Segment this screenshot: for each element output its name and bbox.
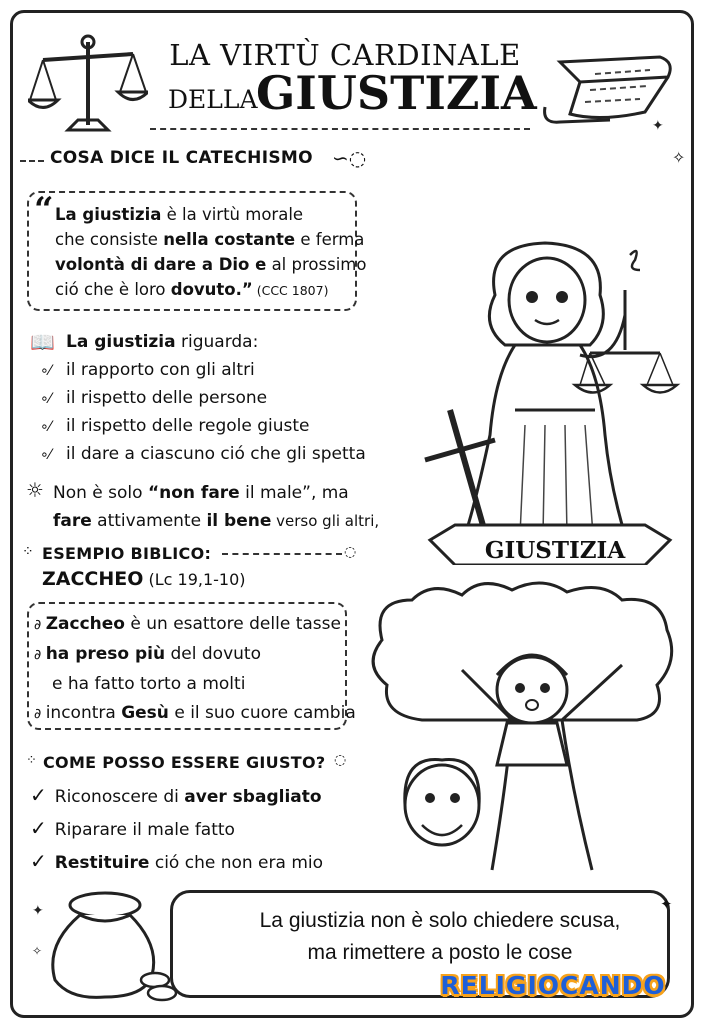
lightbulb-icon: ☼: [26, 478, 44, 502]
quote-mark-icon: “: [34, 190, 54, 230]
list-item: ✓ Riconoscere di aver sbagliato: [30, 783, 322, 807]
catechism-quote: La giustizia è la virtù morale che consiste nella costante e ferma volontà di dare a Dio e al prossimo ció che è loro dovuto.” (CCC 1807): [55, 205, 367, 299]
howto-list: [30, 780, 323, 879]
catechism-heading: COSA DICE IL CATECHISMO: [50, 148, 313, 168]
check-icon: ✓: [30, 849, 47, 873]
zaccheo-text: ∂ Zaccheo è un esattore delle tasse ∂ ha preso più del dovuto e ha fatto torto a molti ∂ incontra Gesù e il suo cuore cambia: [34, 614, 356, 723]
scroll-icon: [540, 52, 680, 132]
catechism-heading-swirl: ∽◌: [332, 146, 367, 170]
page-title-della: DELLA: [168, 85, 258, 114]
example-heading-swirl: ◌: [344, 544, 357, 560]
catechism-heading-line-left: [20, 160, 44, 162]
concerns-intro: La giustizia riguarda:: [66, 332, 259, 352]
list-item: ✓ Riparare il male fatto: [30, 816, 235, 840]
sparkle-icon: ✧: [672, 148, 686, 167]
note-text: Non è solo “non fare il male”, ma fare attivamente il bene verso gli altri,: [53, 483, 380, 531]
example-heading: ESEMPIO BIBLICO:: [42, 544, 212, 563]
list-item: ∘⁄ il rispetto delle persone: [40, 388, 268, 408]
svg-text:✧: ✧: [32, 944, 43, 958]
example-title: ZACCHEO (Lc 19,1-10): [42, 568, 246, 590]
svg-text:✦: ✦: [652, 118, 664, 132]
motto-text: La giustizia non è solo chiedere scusa, ma rimettere a posto le cose: [259, 909, 621, 964]
religiocando-logo: RELIGIOCANDO: [440, 971, 666, 1000]
zacchaeus-tree-illustration: [362, 580, 682, 880]
list-item: ∘⁄ il rispetto delle regole giuste: [40, 416, 310, 436]
howto-heading-swirl: ◌: [334, 752, 347, 768]
lady-justice-illustration: [415, 235, 685, 565]
howto-bullet-icon: ⁘: [26, 753, 37, 768]
title-divider: [150, 128, 530, 130]
list-item: ✓ Restituire ció che non era mio: [30, 849, 324, 873]
concerns-list: [40, 357, 366, 469]
check-icon: ✓: [30, 816, 47, 840]
check-icon: ✓: [30, 783, 47, 807]
scales-icon: [28, 30, 148, 140]
list-item: ∘⁄ il rapporto con gli altri: [40, 360, 255, 380]
page-title-line1: LA VIRTÙ CARDINALE: [169, 38, 521, 72]
example-heading-line: [222, 553, 342, 555]
page-title-main: GIUSTIZIA: [256, 66, 537, 120]
coin-bag-icon: [30, 885, 180, 1005]
sparkle-icon: ✦: [660, 895, 673, 913]
svg-text:✦: ✦: [32, 903, 44, 919]
list-item: ∘⁄ il dare a ciascuno ció che gli spetta: [40, 444, 366, 464]
howto-heading: COME POSSO ESSERE GIUSTO?: [43, 753, 326, 772]
ribbon-label: GIUSTIZIA: [484, 537, 626, 564]
example-bullet-icon: ⁘: [22, 544, 34, 560]
book-icon: 📖: [30, 330, 55, 354]
